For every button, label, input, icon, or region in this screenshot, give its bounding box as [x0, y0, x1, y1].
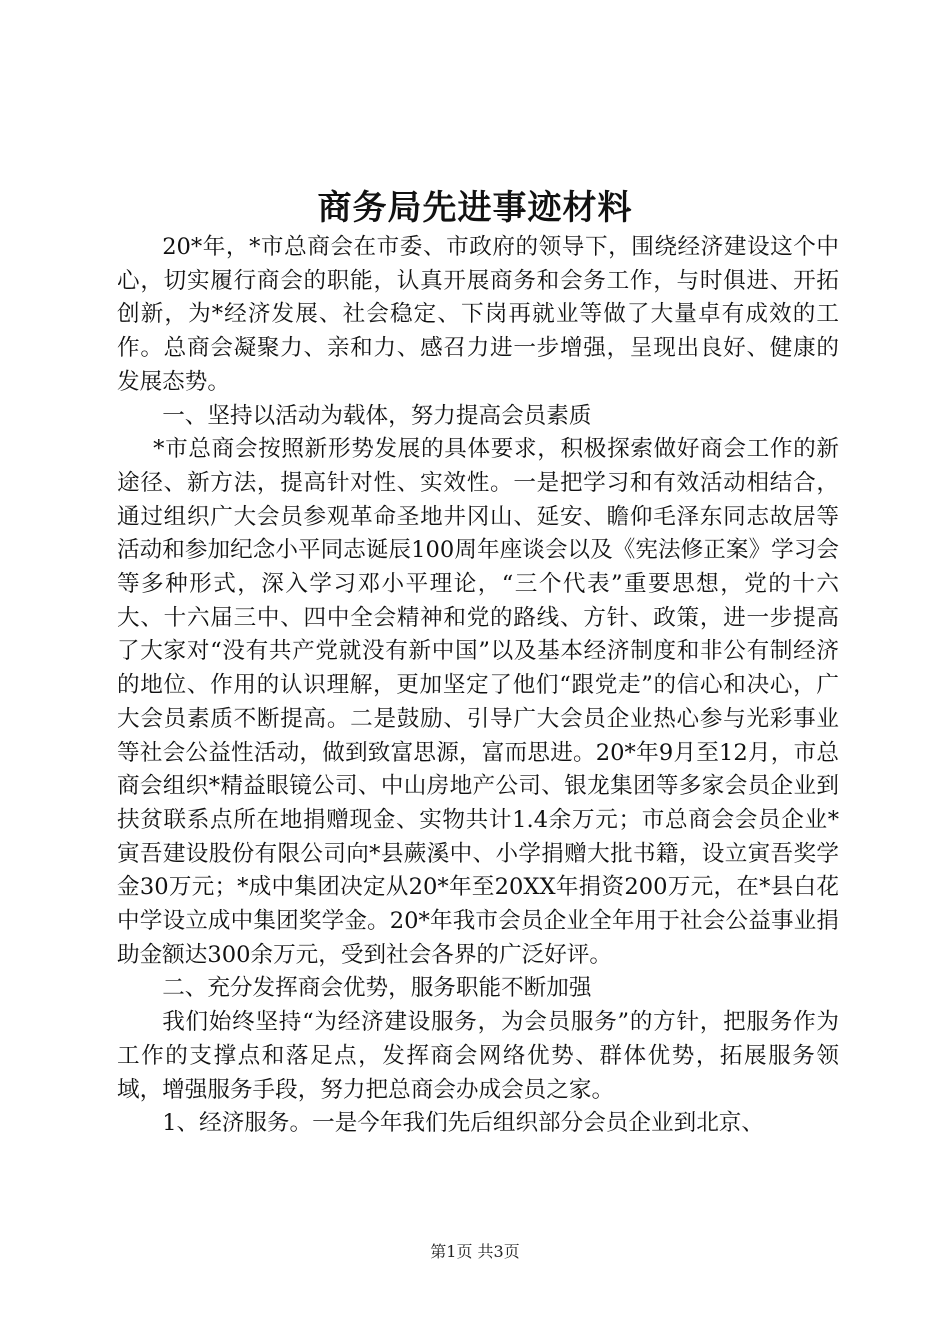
- section-heading-2: 二、充分发挥商会优势，服务职能不断加强: [162, 975, 592, 1002]
- paragraph-section-2: 我们始终坚持“为经济建设服务，为会员服务”的方针，把服务作为工作的支撑点和落足点，发挥商会网络优势、群体优势，拓展服务领域，增强服务手段，努力把总商会办成会员之家。: [117, 1009, 839, 1103]
- document-title: 商务局先进事迹材料: [317, 188, 633, 228]
- document-body: [117, 231, 839, 1141]
- section-heading-1: 一、坚持以活动为载体，努力提高会员素质: [162, 402, 592, 429]
- paragraph-section-1: *市总商会按照新形势发展的具体要求，积极探索做好商会工作的新途径、新方法，提高针对性、实效性。一是把学习和有效活动相结合，通过组织广大会员参观革命圣地井冈山、延安、瞻仰毛泽东同志故居等活动和参加纪念小平同志诞辰100周年座谈会以及《宪法修正案》学习会等多种形式，深入学习邓小平理论，“三个代表”重要思想，党的十六大、十六届三中、四中全会精神和党的路线、方针、政策，进一步提高了大家对“没有共产党就没有新中国”以及基本经济制度和非公有制经济的地位、作用的认识理解，更加坚定了他们“跟党走”的信心和决心，广大会员素质不断提高。二是鼓励、引导广大会员企业热心参与光彩事业等社会公益性活动，做到致富思源，富而思进。20*年9月至12月，市总商会组织*精益眼镜公司、中山房地产公司、银龙集团等多家会员企业到扶贫联系点所在地捐赠现金、实物共计1.4余万元；市总商会会员企业*寅吾建设股份有限公司向*县蕨溪中、小学捐赠大批书籍，设立寅吾奖学金30万元；*成中集团决定从20*年至20XX年捐资200万元，在*县白花中学设立成中集团奖学金。20*年我市会员企业全年用于社会公益事业捐助金额达300余万元，受到社会各界的广泛好评。: [117, 436, 839, 968]
- paragraph-economic-service: 1、经济服务。一是今年我们先后组织部分会员企业到北京、: [162, 1110, 764, 1137]
- paragraph-intro: 20*年，*市总商会在市委、市政府的领导下，围绕经济建设这个中心，切实履行商会的职能，认真开展商务和会务工作，与时俱进、开拓创新，为*经济发展、社会稳定、下岗再就业等做了大量卓有成效的工作。总商会凝聚力、亲和力、感召力进一步增强，呈现出良好、健康的发展态势。: [117, 234, 839, 395]
- page-number-footer: 第1页 共3页: [430, 1242, 520, 1261]
